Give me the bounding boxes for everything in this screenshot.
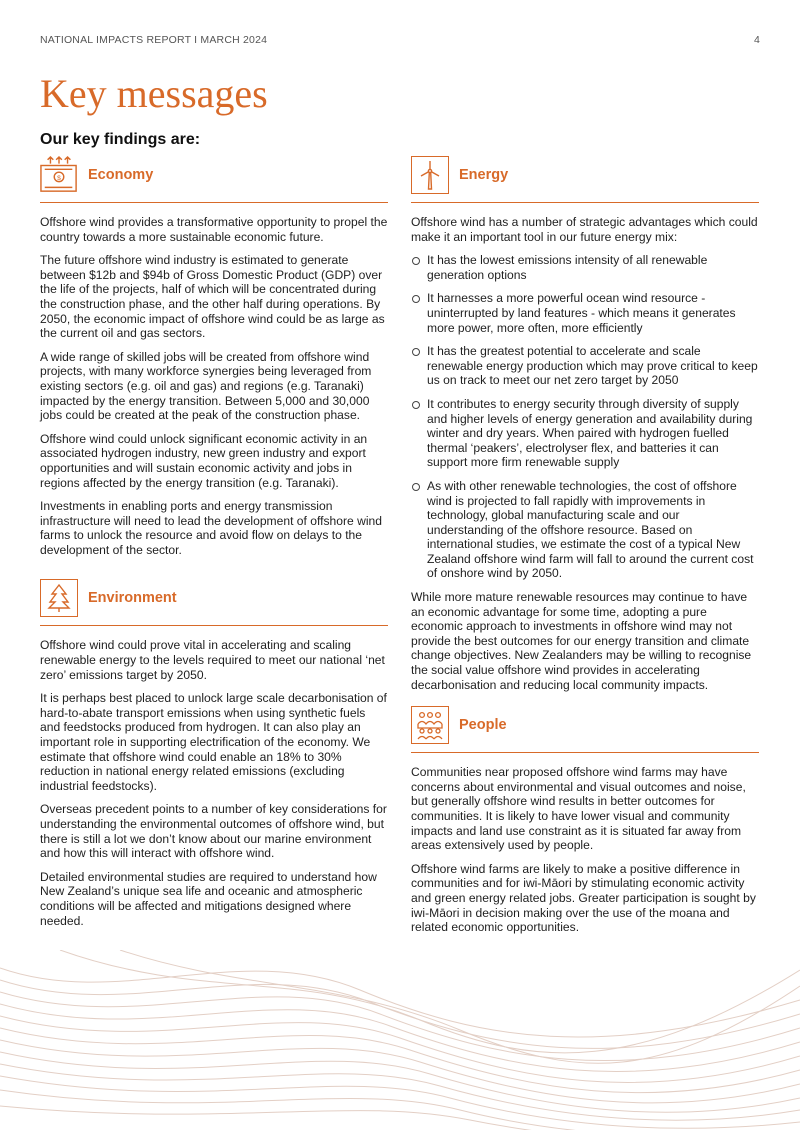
environment-header (40, 579, 388, 626)
list-item: It contributes to energy security through diversity of supply and higher levels of energy generation and availability during winter and dry years. When paired with hydrogen fuelled thermal ‘peakers’, electrolyser flex, and batteries it can support more firm renewable supply (411, 397, 759, 470)
economy-header (40, 156, 388, 203)
energy-heading: Energy (459, 167, 509, 183)
energy-header (411, 156, 759, 203)
money-bag-icon (40, 156, 78, 194)
page-number: 4 (753, 34, 760, 46)
energy-outro: While more mature renewable resources may continue to have an economic advantage for some time, adopting a pure economic approach to investments in offshore wind may not provide the best outcomes for our energy transition and climate change objectives. New Zealanders may be willing to recognise the social value offshore wind provides in accelerating decarbonisation and reducing local community impacts. (411, 590, 752, 692)
environment-paragraph: It is perhaps best placed to unlock large scale decarbonisation of hard-to-abate transport emissions when using synthetic fuels and feedstocks produced from hydrogen. It can also play an important role in supporting electrification of the economy. We estimate that offshore wind could enable an 18% to 30% reduction in national energy related emissions (excluding industrial feedstocks). (40, 691, 387, 793)
decorative-wave-lines (0, 950, 800, 1130)
right-column (411, 156, 759, 944)
people-heading: People (459, 717, 507, 734)
page-header (40, 34, 760, 46)
environment-section (40, 579, 388, 928)
environment-paragraph: Detailed environmental studies are required to understand how New Zealand’s unique sea life and oceanic and atmospheric conditions will be affected and mitigations designed where needed. (40, 869, 377, 928)
wind-turbine-icon (411, 156, 449, 194)
people-section (411, 706, 759, 935)
list-item: It harnesses a more powerful ocean wind resource - uninterrupted by land features - which means it generates more power, more often, more efficiently (411, 291, 759, 335)
list-item: As with other renewable technologies, the cost of offshore wind is projected to fall rapidly with improvements in technology, global manufacturing scale and our understanding of the offshore resource. Based on international studies, we estimate the cost of a typical New Zealand offshore wind farm will fall to around the current cost of onshore wind by 2050. (411, 479, 759, 581)
economy-paragraph: Offshore wind provides a transformative opportunity to propel the country towards a more sustainable economic future. (40, 215, 388, 244)
environment-paragraph: Offshore wind could prove vital in accelerating and scaling renewable energy to the levels required to meet our national ‘net zero’ emissions target by 2050. (40, 638, 385, 682)
energy-section (411, 156, 759, 692)
people-paragraph: Offshore wind farms are likely to make a positive difference in communities and for iwi-Māori by stimulating economic activity and green energy related jobs. Greater participation is sought by iwi-Māori in decision making over the use of the moana and related economic opportunities. (411, 861, 756, 935)
people-header (411, 706, 759, 753)
economy-paragraph: The future offshore wind industry is estimated to generate between $12b and $94b of Gross Domestic Product (GDP) over the life of the projects, half of which will be concentrated during the construction phase, and the other half during operations. By 2050, the economic impact of offshore wind could be as large as the current oil and gas sectors. (40, 253, 385, 341)
economy-section (40, 156, 388, 557)
people-group-icon (411, 706, 449, 744)
environment-paragraph: Overseas precedent points to a number of key considerations for understanding the environmental outcomes of offshore wind, but there is still a lot we don’t know about our marine environment and how this will interact with offshore wind. (40, 802, 387, 861)
environment-heading: Environment (88, 590, 177, 607)
energy-bullet-list (411, 253, 759, 581)
economy-paragraph: Offshore wind could unlock significant economic activity in an associated hydrogen industry, new green industry and export opportunities and will sustain economic activity and jobs in regions affected by the energy transition (e.g. Taranaki). (40, 431, 368, 490)
page-title: Key messages (40, 71, 268, 116)
economy-paragraph: Investments in enabling ports and energy transmission infrastructure will need to lead the development of offshore wind farms to unlock the resource and avoid flow on delays to the development of the sector. (40, 499, 382, 557)
left-column (40, 156, 388, 937)
report-title: NATIONAL IMPACTS REPORT I MARCH 2024 (40, 34, 268, 46)
economy-paragraph: A wide range of skilled jobs will be created from offshore wind projects, with many workforce synergies being leveraged from existing sectors (e.g. oil and gas) and regions (e.g. Taranaki) impacted by the energy transition. Between 5,000 and 30,000 jobs could be created at the peak of the construction phase. (40, 349, 372, 423)
list-item: It has the lowest emissions intensity of all renewable generation options (411, 253, 759, 282)
list-item: It has the greatest potential to accelerate and scale renewable energy production which may prove critical to keep us on track to meet our net zero target by 2050 (411, 344, 759, 388)
svg-text:$: $ (57, 174, 61, 182)
people-paragraph: Communities near proposed offshore wind farms may have concerns about environmental and visual outcomes and noise, but generally offshore wind results in better outcomes for communities. It is likely to have lower visual and community impacts and land use constraint as it is situated far away from areas extensively used by people. (411, 765, 746, 853)
economy-heading: Economy (88, 167, 154, 183)
page-subtitle: Our key findings are: (40, 131, 201, 148)
energy-intro: Offshore wind has a number of strategic advantages which could make it an important tool in our future energy mix: (411, 215, 758, 244)
tree-icon (40, 579, 78, 617)
